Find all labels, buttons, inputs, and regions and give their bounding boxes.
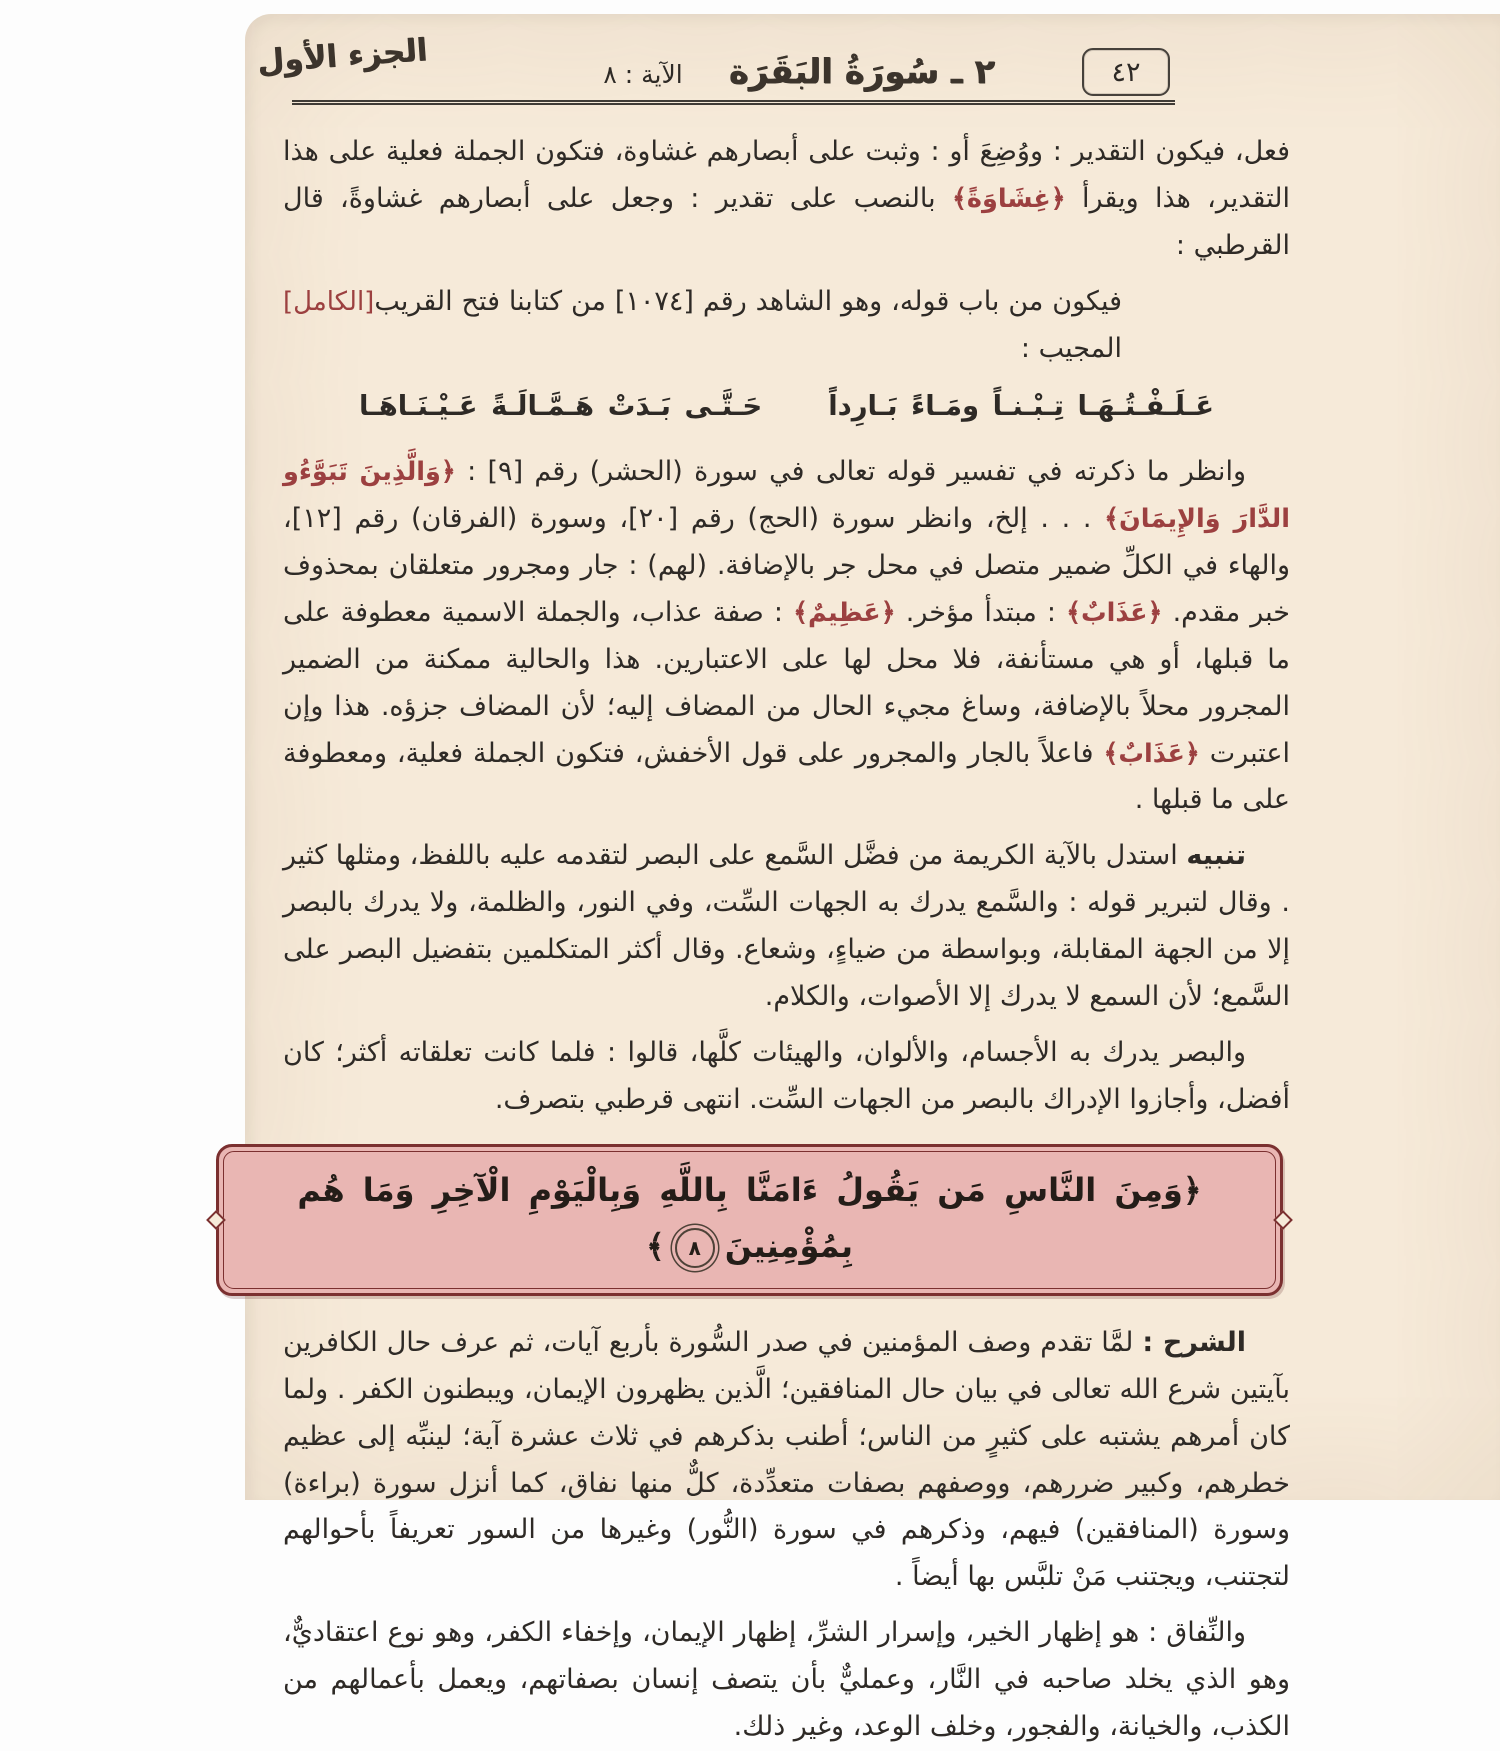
hemistich-right: عَـلَـفْـتُـهَـا تِـبْـنـاً ومَـاءً بَـارِداً — [828, 389, 1215, 422]
paragraph — [283, 449, 1290, 825]
page-number: ٤٢ — [1111, 56, 1141, 88]
quran-inline-ref: ﴿غِشَاوَةً﴾ — [951, 183, 1066, 214]
surah-title: ٢ ـ سُورَةُ البَقَرَة — [728, 52, 995, 92]
ayah-frame — [216, 1144, 1283, 1295]
text-run: استدل بالآية الكريمة من فضَّل السَّمع على البصر لتقدمه عليه باللفظ، ومثلها كثير . وقال لتبرير قوله : والسَّمع يدرك به الجهات السِّت، وفي النور، والظلمة، ولا يدرك بالبصر إلا من الجهة المقابلة، وبواسطة من ضياءٍ، وشعاع. وقال أكثر المتكلمين بتفضيل البصر على السَّمع؛ لأن السمع لا يدرك إلا الأصوات، والكلام. — [283, 840, 1290, 1013]
text-run: . . . إلخ، وانظر سورة (الحج) رقم [٢٠]، وسورة (الفرقان) رقم [١٢]، والهاء في الكلِّ ضمير متصل في محل جر بالإضافة. (لهم) : جار ومجرور متعلقان بمحذوف خبر مقدم. — [283, 502, 1290, 628]
ayah-opening: ﴿وَمِنَ النَّاسِ مَن يَقُولُ ءَامَنَّا بِاللَّهِ وَبِالْيَوْمِ الْآخِرِ وَمَا هُم بِمُؤْمِنِينَ — [297, 1171, 1202, 1265]
ayah-text — [297, 1171, 1201, 1265]
paragraph — [283, 833, 1290, 1021]
paragraph — [283, 1320, 1290, 1602]
text-run: : مبتدأ مؤخر. — [895, 596, 1067, 628]
quran-inline-ref: ﴿عَذَابٌ﴾ — [1066, 597, 1163, 628]
paragraph-lead: تنبيه — [1186, 840, 1246, 872]
paragraph-lead: الشرح : — [1142, 1326, 1247, 1358]
quran-inline-ref: ﴿عَظِيمٌ﴾ — [793, 597, 896, 628]
text-run: والبصر يدرك به الأجسام، والألوان، والهيئات كلَّها، قالوا : فلما كانت تعلقاته أكثر؛ كان أفضل، وأجازوا الإدراك بالبصر من الجهات السِّت. انتهى قرطبي بتصرف. — [283, 1037, 1290, 1116]
ayah-number-medallion: ٨ — [675, 1228, 715, 1268]
quran-inline-ref: ﴿وَالَّذِينَ تَبَوَّءُو الدَّارَ وَالإِيمَانَ﴾ — [283, 456, 1290, 534]
quran-inline-ref: ﴿عَذَابٌ﴾ — [1103, 738, 1200, 769]
poetic-meter-label: [الكامل] — [283, 286, 375, 317]
verse-intro-line — [283, 279, 1290, 373]
text-run: بالنصب على تقدير : وجعل على أبصارهم غشاوةً، قال القرطبي : — [283, 182, 1290, 261]
text-run: لمَّا تقدم وصف المؤمنين في صدر السُّورة بأربع آيات، ثم عرف حال الكافرين بآيتين شرع الله تعالى في بيان حال المنافقين؛ الَّذين يظهرون الإيمان، ويبطنون الكفر . ولما كان أمرهم يشتبه على كثيرٍ من الناس؛ أطنب بذكرهم في ثلاث عشرة آية؛ لينبِّه إلى عظيم خطرهم، وكبير ضررهم، ووصفهم بصفات متعدِّدة، كلٌّ منها نفاق، كما أنزل سورة (براءة) وسورة (المنافقين) فيهم، وذكرهم في سورة (النُّور) وغيرها من السور تعريفاً بأحوالهم لتجتنب، ويجتنب مَنْ تلبَّس بها أيضاً . — [283, 1326, 1290, 1593]
header-double-rule — [292, 100, 1175, 105]
text-run: فعل، فيكون التقدير : ووُضِعَ أو : وثبت على أبصارهم غشاوة، فتكون الجملة فعلية على هذا التقدير، هذا ويقرأ — [283, 136, 1291, 214]
page-header — [245, 14, 1500, 100]
paragraph — [283, 129, 1290, 270]
content-top — [283, 129, 1290, 1124]
content-bottom — [283, 1320, 1290, 1751]
frame-ornament-left — [206, 1210, 226, 1230]
poetry-verse — [283, 383, 1290, 431]
verse-label: الآية : ٨ — [603, 60, 683, 89]
paragraph — [283, 1030, 1290, 1124]
text-run: والنِّفاق : هو إظهار الخير، وإسرار الشرِّ، إظهار الإيمان، وإخفاء الكفر، وهو نوع اعتقاديٌّ، وهو الذي يخلد صاحبه في النَّار، وعمليٌّ بأن يتصف إنسان بصفاتهم، ويعمل بأعمالهم من الكذب، والخيانة، والفجور، وخلف الوعد، وغير ذلك. — [283, 1617, 1290, 1743]
header-center — [603, 52, 995, 92]
hemistich-left: حَـتَّـى بَـدَتْ هَـمَّـالَـةً عَـيْـنَـاهَـا — [358, 389, 763, 422]
paragraph — [283, 1610, 1290, 1751]
juz-label: الجزء الأول — [255, 32, 429, 80]
frame-ornament-right — [1273, 1210, 1293, 1230]
main-text — [283, 129, 1290, 1751]
book-page — [245, 14, 1500, 1743]
text-run: فاعلاً بالجار والمجرور على قول الأخفش، فتكون الجملة فعلية، ومعطوفة على ما قبلها . — [283, 737, 1290, 816]
page-number-box — [1082, 48, 1170, 96]
text-run: : صفة عذاب، والجملة الاسمية معطوفة على ما قبلها، أو هي مستأنفة، فلا محل لها على الاعتبارين. هذا والحالية ممكنة من الضمير المجرور محلاً بالإضافة، وساغ مجيء الحال من المضاف إليه؛ لأن المضاف جزؤه. هذا وإن اعتبرت — [283, 596, 1290, 769]
ayah-closing-bracket: ﴾ — [645, 1226, 665, 1265]
text-run: وانظر ما ذكرته في تفسير قوله تعالى في سورة (الحشر) رقم [٩] : — [455, 455, 1246, 487]
verse-source-text: فيكون من باب قوله، وهو الشاهد رقم [١٠٧٤] من كتابنا فتح القريب المجيب : — [374, 285, 1122, 364]
